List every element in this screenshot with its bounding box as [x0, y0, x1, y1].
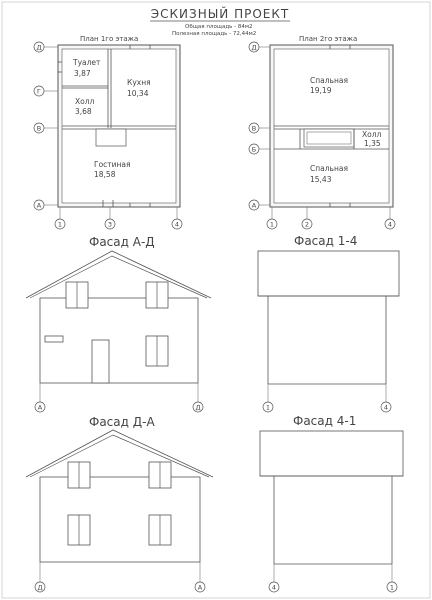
area-useful: Полезная площадь - 72,44м2 [172, 31, 257, 37]
facade-roof [260, 431, 403, 476]
facade-roof [26, 430, 213, 477]
facade-title: Фасад А-Д [89, 235, 155, 249]
facade-roof-inner [30, 435, 209, 477]
facade-title: Фасад Д-А [89, 415, 155, 429]
facade-door [92, 340, 109, 383]
axis-label: 4 [271, 583, 277, 592]
axis-label: 1 [389, 583, 395, 592]
facade-4-1 [260, 414, 403, 592]
room-area: 18,58 [94, 170, 116, 179]
axis-label: Д [195, 403, 201, 412]
room-area: 19,19 [310, 86, 332, 95]
axis-label: Д [251, 43, 257, 52]
facade-1-4 [258, 234, 399, 412]
axis-label: А [36, 201, 42, 210]
axis-label: А [251, 201, 257, 210]
room-area: 15,43 [310, 175, 332, 184]
room-name: Гостиная [94, 160, 131, 169]
plan-floor-2 [249, 35, 395, 229]
axis-label: Г [37, 87, 41, 96]
facade-title: Фасад 4-1 [293, 414, 357, 428]
facade-roof [26, 251, 211, 298]
axis-label: А [197, 583, 203, 592]
room-name: Холл [75, 97, 95, 106]
axis-label: В [36, 124, 42, 133]
room-area: 10,34 [127, 89, 149, 98]
axis-label: Д [37, 583, 43, 592]
axis-label: 4 [383, 403, 389, 412]
plan1-title: План 1го этажа [80, 35, 139, 43]
room-name: Кухня [127, 78, 151, 87]
room-name: Спальная [310, 164, 348, 173]
room-area: 1,35 [364, 139, 381, 148]
axis-label: Д [36, 43, 42, 52]
axis-label: 3 [107, 220, 113, 229]
axis-label: 2 [304, 220, 310, 229]
axis-label: 1 [57, 220, 63, 229]
axis-label: В [251, 124, 257, 133]
facade-wall [40, 298, 198, 383]
plan1-stair [96, 129, 126, 146]
facade-window [45, 336, 63, 342]
room-name: Туалет [73, 58, 101, 67]
room-area: 3,68 [75, 107, 92, 116]
facade-roof [258, 251, 399, 296]
facade-title: Фасад 1-4 [294, 234, 358, 248]
axis-label: 4 [174, 220, 180, 229]
plan2-title: План 2го этажа [299, 35, 358, 43]
axis-label: 1 [265, 403, 271, 412]
plan-floor-1 [34, 35, 182, 229]
facade-roof-inner [30, 256, 207, 298]
axis-label: 4 [387, 220, 393, 229]
axis-label: А [37, 403, 43, 412]
room-area: 3,87 [74, 69, 91, 78]
facade-wall [40, 477, 200, 562]
facade-d-a [26, 415, 213, 592]
axis-label: 1 [269, 220, 275, 229]
axis-label: Б [251, 145, 257, 154]
facade-a-d [26, 235, 211, 412]
area-total: Общая площадь - 84м2 [185, 24, 253, 30]
room-name: Холл [362, 130, 382, 139]
project-title: ЭСКИЗНЫЙ ПРОЕКТ [150, 7, 290, 21]
room-name: Спальная [310, 76, 348, 85]
plan2-hall [304, 129, 354, 147]
